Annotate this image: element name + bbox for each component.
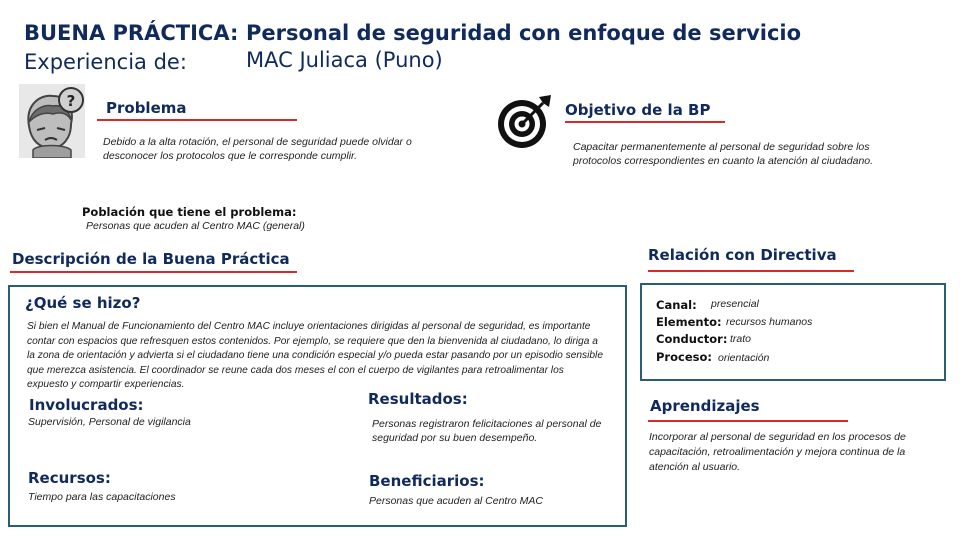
directiva-conductor-value: trato <box>730 333 752 345</box>
recursos-text: Tiempo para las capacitaciones <box>28 491 176 503</box>
resultados-text: Personas registraron felicitaciones al personal de seguridad por su buen desempeño. <box>372 418 602 444</box>
que-se-hizo-text: Si bien el Manual de Funcionamiento del Centro MAC incluye orientaciones dirigidas al personal de seguridad, es importante contar con espacios que refresquen estos contenidos. Por ejemplo, se requiere que den la bienvenida al ciudadano, lo diriga a la zona de orientación y advierta si el ciudadano tiene una condición especial y/o pueda estar pasando por un episodio sensible que merezca asistencia. El coordinador se reune cada dos meses el con el cuerpo de vigilantes para retroalimentar los expuesto y compartir experiencias. <box>27 321 603 390</box>
directiva-proceso-label: Proceso: <box>656 350 712 364</box>
poblacion-text: Personas que acuden al Centro MAC (general) <box>86 220 305 232</box>
que-se-hizo-title: ¿Qué se hizo? <box>25 294 141 312</box>
directiva-elemento-value: recursos humanos <box>726 316 813 328</box>
objetivo-title: Objetivo de la BP <box>565 101 711 119</box>
label-buena-practica: BUENA PRÁCTICA: <box>24 21 239 45</box>
target-icon <box>495 93 553 151</box>
descripcion-underline <box>10 271 297 273</box>
objetivo-underline <box>565 121 725 123</box>
aprendizajes-title: Aprendizajes <box>650 397 760 415</box>
directiva-proceso-value: orientación <box>718 352 770 364</box>
location: MAC Juliaca (Puno) <box>246 48 443 72</box>
directiva-underline <box>648 270 854 272</box>
page-title: Personal de seguridad con enfoque de servicio <box>246 21 802 45</box>
recursos-title: Recursos: <box>28 469 111 487</box>
confused-person-icon <box>19 84 85 158</box>
problema-title: Problema <box>106 99 187 117</box>
directiva-title: Relación con Directiva <box>648 246 837 264</box>
beneficiarios-title: Beneficiarios: <box>369 472 485 490</box>
svg-text:?: ? <box>66 92 76 110</box>
aprendizajes-text: Incorporar al personal de seguridad en los procesos de capacitación, retroalimentación y mejora continua de la atención al usuario. <box>649 431 906 473</box>
label-experiencia: Experiencia de: <box>24 50 187 74</box>
descripcion-title: Descripción de la Buena Práctica <box>12 250 290 268</box>
aprendizajes-underline <box>648 420 848 422</box>
directiva-elemento-label: Elemento: <box>656 315 722 329</box>
objetivo-text: Capacitar permanentemente al personal de seguridad sobre los protocolos correspondientes en cuanto la atención al ciudadano. <box>573 141 874 167</box>
involucrados-text: Supervisión, Personal de vigilancia <box>28 416 191 428</box>
poblacion-title: Población que tiene el problema: <box>82 205 297 219</box>
problema-underline <box>97 119 297 121</box>
directiva-canal-label: Canal: <box>656 298 697 312</box>
involucrados-title: Involucrados: <box>29 396 144 414</box>
beneficiarios-text: Personas que acuden al Centro MAC <box>369 495 543 507</box>
directiva-canal-value: presencial <box>711 298 759 310</box>
problema-text: Debido a la alta rotación, el personal de seguridad puede olvidar o desconocer los protocolos que le corresponde cumplir. <box>103 136 412 162</box>
resultados-title: Resultados: <box>368 390 468 408</box>
directiva-conductor-label: Conductor: <box>656 332 728 346</box>
